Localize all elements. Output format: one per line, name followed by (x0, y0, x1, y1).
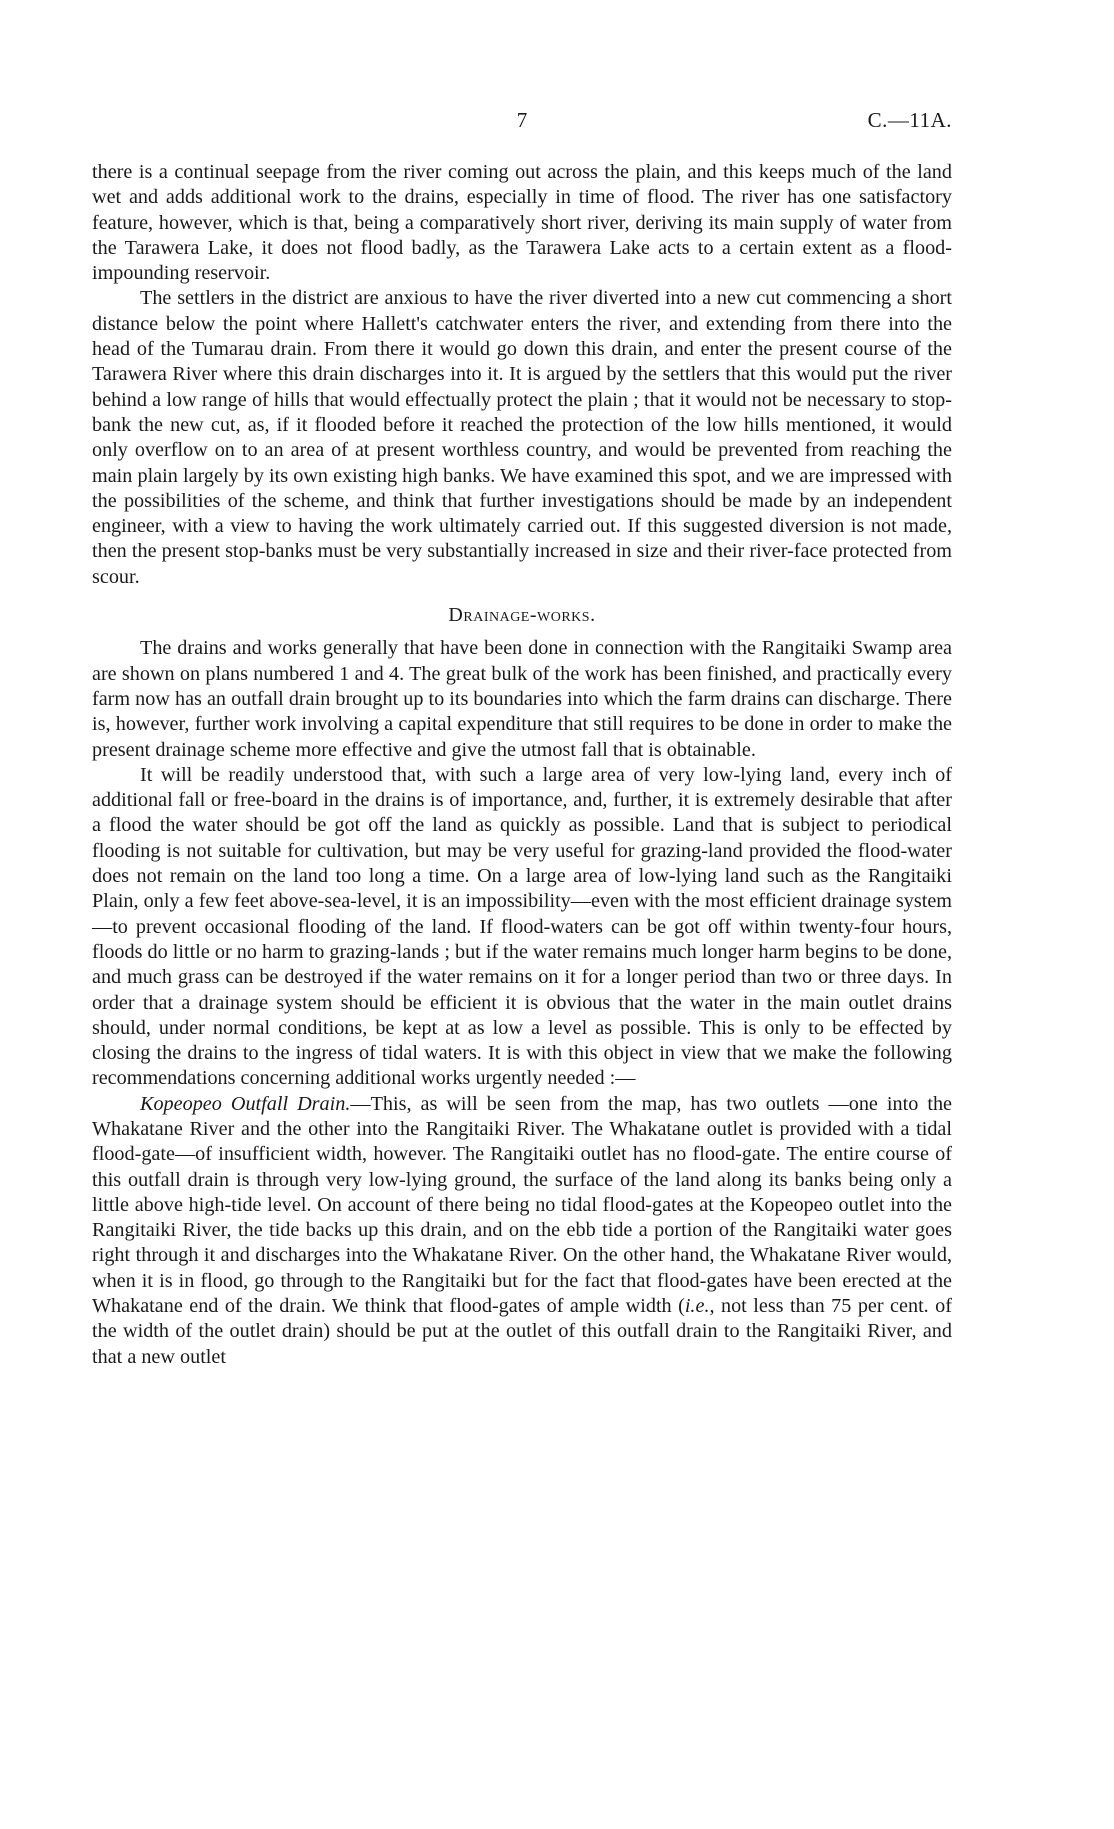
kopeopeo-ie-abbrev: i.e. (684, 1295, 710, 1318)
page-header (92, 108, 952, 138)
run-in-heading-kopeopeo: Kopeopeo Outfall Drain. (140, 1092, 351, 1115)
paragraph-diversion: The settlers in the district are anxious to have the river diverted into a new cut commencing a short distance below the point where Hallett's catchwater enters the river, and extending from there into the head of the Tumarau drain. From there it would go down this drain, and enter the present course of the Tarawera River where this drain discharges into it. It is argued by the settlers that this would put the river behind a low range of hills that would effectually protect the plain ; that it would not be necessary to stop-bank the new cut, as, if it flooded before it reached the protection of the low hills mentioned, it would only overflow on to an area of at present worthless country, and would be prevented from reaching the main plain largely by its own existing high banks. We have examined this spot, and we are impressed with the possibilities of the scheme, and think that further investigations should be made by an independent engineer, with a view to having the work ultimately carried out. If this suggested diversion is not made, then the present stop-banks must be very substantially increased in size and their river-face protected from scour. (92, 287, 952, 588)
paragraph-drains-and-works: The drains and works generally that have been done in connection with the Rangitaiki Swamp area are shown on plans numbered 1 and 4. The great bulk of the work has been finished, and practically every farm now has an outfall drain brought up to its boundaries into which the farm drains can discharge. There is, however, further work involving a capital expenditure that still requires to be done in order to make the present drainage scheme more effective and give the utmost fall that is obtainable. (92, 637, 952, 761)
kopeopeo-text-part-2: , not less than 75 per cent. of the width of the outlet drain) should be put at the outlet of this outfall drain to the Rangitaiki River, and that a new outlet (92, 1295, 952, 1368)
paragraph-kopeopeo-outfall-drain (92, 1092, 952, 1370)
body-text (92, 160, 952, 1370)
kopeopeo-text-part-1: —This, as will be seen from the map, has two outlets —one into the Whakatane River and the other into the Rangitaiki River. The Whakatane outlet is provided with a tidal flood-gate—of insufficient width, however. The Rangitaiki outlet has no flood-gate. The entire course of this outfall drain is through very low-lying ground, the surface of the land along its banks being only a little above high-tide level. On account of there being no tidal flood-gates at the Kopeopeo outlet into the Rangitaiki River, the tide backs up this drain, and on the ebb tide a portion of the Rangitaiki water goes right through it and discharges into the Whakatane River. On the other hand, the Whakatane River would, when it is in flood, go through to the Rangitaiki but for the fact that flood-gates have been erected at the Whakatane end of the drain. We think that flood-gates of ample width ( (92, 1092, 952, 1318)
section-heading-drainage-works: Drainage-works. (448, 604, 596, 627)
document-code: C.—11A. (867, 108, 952, 132)
paragraph-low-lying-land: It will be readily understood that, with such a large area of very low-lying land, every inch of additional fall or free-board in the drains is of importance, and, further, it is extremely desirable that after a flood the water should be got off the land as quickly as possible. Land that is subject to periodical flooding is not suitable for cultivation, but may be very useful for grazing-land provided the flood-water does not remain on the land too long a time. On a large area of low-lying land such as the Rangitaiki Plain, only a few feet above-sea-level, it is an impossibility—even with the most efficient drainage system—to prevent occasional flooding of the land. If flood-waters can be got off within twenty-four hours, floods do little or no harm to grazing-lands ; but if the water remains much longer harm begins to be done, and much grass can be destroyed if the water remains on it for a longer period than two or three days. In order that a drainage system should be efficient it is obvious that the water in the main outlet drains should, under normal conditions, be kept at as low a level as possible. This is only to be effected by closing the drains to the ingress of tidal waters. It is with this object in view that we make the following recommendations concerning additional works urgently needed :— (92, 763, 952, 1090)
paragraph-seepage: there is a continual seepage from the river coming out across the plain, and this keeps much of the land wet and adds additional work to the drains, especially in time of flood. The river has one satisfactory feature, however, which is that, being a comparatively short river, deriving its main supply of water from the Tarawera Lake, it does not flood badly, as the Tarawera Lake acts to a certain extent as a flood-impounding reservoir. (92, 161, 952, 285)
page-number: 7 (516, 108, 528, 132)
